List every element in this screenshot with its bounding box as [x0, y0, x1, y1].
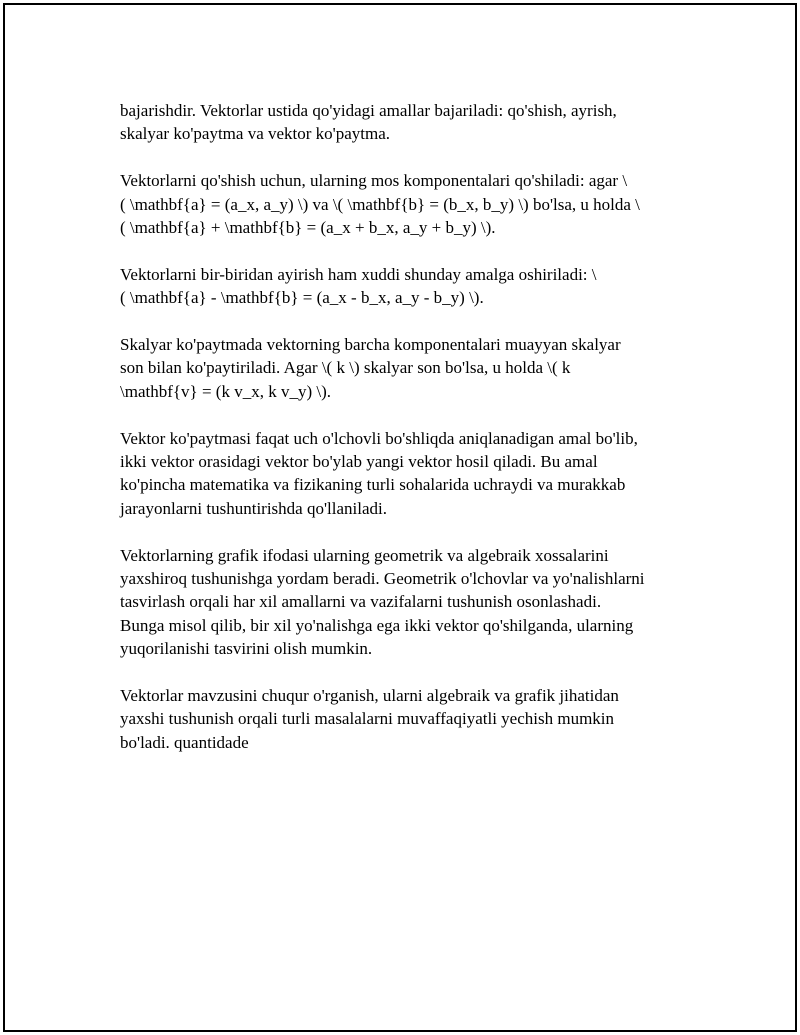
text-line: ( \mathbf{a} + \mathbf{b} = (a_x + b_x, a_y + b_y) \).	[120, 218, 496, 238]
paragraph-graphical-representation	[120, 544, 710, 661]
text-line: son bilan ko'paytiriladi. Agar \( k \) skalyar son bo'lsa, u holda \( k	[120, 358, 571, 378]
text-line: ikki vektor orasidagi vektor bo'ylab yangi vektor hosil qiladi. Bu amal	[120, 452, 598, 472]
text-line: Vektorlarning grafik ifodasi ularning geometrik va algebraik xossalarini	[120, 545, 609, 565]
text-line: yuqorilanishi tasvirini olish mumkin.	[120, 639, 373, 659]
text-line: \mathbf{v} = (k v_x, k v_y) \).	[120, 381, 331, 401]
text-line: bajarishdir. Vektorlar ustida qo'yidagi amallar bajariladi: qo'shish, ayrish,	[120, 101, 617, 120]
text-line: Vektorlarni qo'shish uchun, ularning mos komponentalari qo'shiladi: agar \	[120, 171, 628, 191]
document-body	[120, 99, 710, 778]
text-line: jarayonlarni tushuntirishda qo'llaniladi.	[120, 498, 387, 518]
paragraph-cross-product	[120, 427, 710, 521]
text-line: Vektor ko'paytmasi faqat uch o'lchovli bo'shliqda aniqlanadigan amal bo'lib,	[120, 428, 638, 448]
text-line: ( \mathbf{a} = (a_x, a_y) \) va \( \mathbf{b} = (b_x, b_y) \) bo'lsa, u holda \	[120, 194, 640, 214]
text-line: Skalyar ko'paytmada vektorning barcha komponentalari muayyan skalyar	[120, 335, 621, 355]
paragraph-vector-subtraction	[120, 263, 710, 310]
text-line: skalyar ko'paytma va vektor ko'paytma.	[120, 124, 391, 144]
text-line: yaxshi tushunish orqali turli masalalarni muvaffaqiyatli yechish mumkin	[120, 709, 615, 729]
text-line: Vektorlar mavzusini chuqur o'rganish, ularni algebraik va grafik jihatidan	[120, 686, 619, 706]
paragraph-conclusion	[120, 684, 710, 754]
text-line: ( \mathbf{a} - \mathbf{b} = (a_x - b_x, a_y - b_y) \).	[120, 288, 484, 308]
text-line: yaxshiroq tushunishga yordam beradi. Geometrik o'lchovlar va yo'nalishlarni	[120, 569, 645, 589]
text-line: Bunga misol qilib, bir xil yo'nalishga ega ikki vektor qo'shilganda, ularning	[120, 615, 634, 635]
text-line: tasvirlash orqali har xil amallarni va vazifalarni tushunish osonlashadi.	[120, 592, 602, 612]
text-line: ko'pincha matematika va fizikaning turli sohalarida uchraydi va murakkab	[120, 475, 626, 495]
text-line: bo'ladi. quantidade	[120, 732, 249, 752]
text-line: Vektorlarni bir-biridan ayirish ham xuddi shunday amalga oshiriladi: \	[120, 264, 597, 284]
paragraph-vector-addition	[120, 169, 710, 239]
paragraph-vector-operations-intro	[120, 99, 710, 146]
document-page	[3, 3, 797, 1032]
paragraph-scalar-multiplication	[120, 333, 710, 403]
